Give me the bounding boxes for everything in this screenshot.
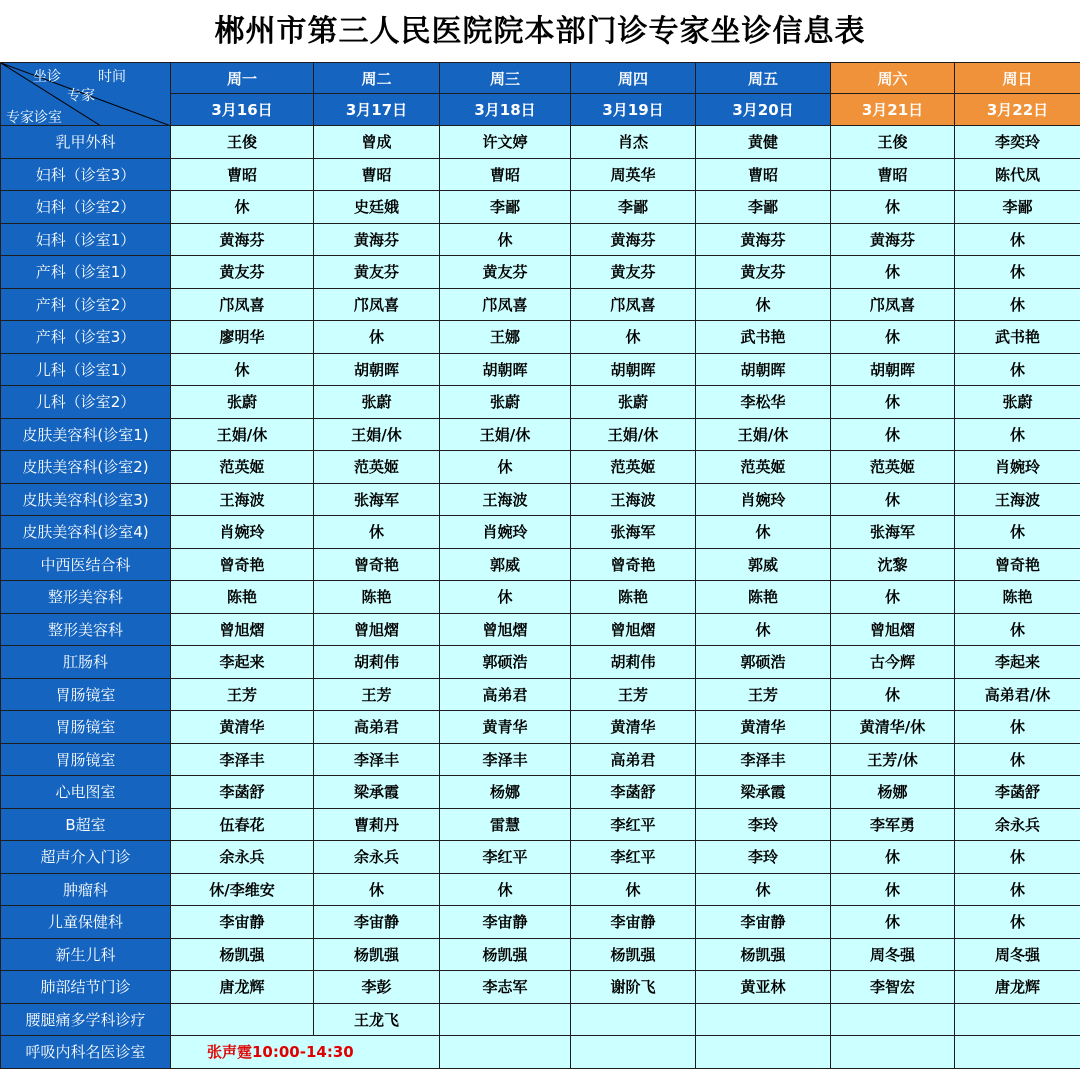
doctor-cell: 杨凯强 — [171, 938, 314, 971]
doctor-cell: 黄友芬 — [571, 256, 696, 289]
table-row — [1, 223, 1080, 256]
doctor-cell: 王芳 — [696, 678, 831, 711]
doctor-cell — [696, 1036, 831, 1069]
table-row — [1, 386, 1080, 419]
doctor-cell: 王芳 — [314, 678, 440, 711]
doctor-cell: 李志军 — [440, 971, 571, 1004]
doctor-cell: 黄友芬 — [696, 256, 831, 289]
weekend-header: 周日 — [955, 63, 1080, 94]
doctor-cell: 余永兵 — [314, 841, 440, 874]
weekend-date-header: 3月21日 — [831, 94, 955, 126]
doctor-cell: 杨娜 — [440, 776, 571, 809]
doctor-cell: 杨凯强 — [440, 938, 571, 971]
table-row — [1, 1036, 1080, 1069]
doctor-cell: 休 — [171, 353, 314, 386]
doctor-cell: 雷慧 — [440, 808, 571, 841]
doctor-cell: 张蔚 — [440, 386, 571, 419]
doctor-cell: 曾旭熠 — [314, 613, 440, 646]
doctor-cell: 休 — [831, 321, 955, 354]
doctor-cell: 黄清华 — [696, 711, 831, 744]
doctor-cell: 李红平 — [571, 808, 696, 841]
doctor-cell — [571, 1036, 696, 1069]
doctor-cell: 李智宏 — [831, 971, 955, 1004]
doctor-cell: 休 — [314, 321, 440, 354]
doctor-cell: 休 — [955, 256, 1080, 289]
doctor-cell: 休 — [955, 613, 1080, 646]
doctor-cell: 王芳 — [571, 678, 696, 711]
doctor-cell: 肖婉玲 — [440, 516, 571, 549]
doctor-cell: 李鄙 — [696, 191, 831, 224]
doctor-cell: 黄清华 — [571, 711, 696, 744]
doctor-cell: 杨凯强 — [314, 938, 440, 971]
department-cell: 肛肠科 — [1, 646, 171, 679]
doctor-cell: 曾旭熠 — [171, 613, 314, 646]
table-row — [1, 841, 1080, 874]
department-cell: 胃肠镜室 — [1, 743, 171, 776]
doctor-cell: 黄海芬 — [314, 223, 440, 256]
doctor-cell — [696, 1003, 831, 1036]
table-row — [1, 191, 1080, 224]
doctor-cell: 唐龙辉 — [955, 971, 1080, 1004]
doctor-cell: 李彭 — [314, 971, 440, 1004]
department-cell: 皮肤美容科(诊室1) — [1, 418, 171, 451]
table-row — [1, 158, 1080, 191]
doctor-cell: 李红平 — [440, 841, 571, 874]
doctor-cell — [955, 1036, 1080, 1069]
table-row — [1, 613, 1080, 646]
doctor-cell: 李红平 — [571, 841, 696, 874]
department-cell: 新生儿科 — [1, 938, 171, 971]
doctor-cell: 休 — [955, 516, 1080, 549]
doctor-cell: 曾旭熠 — [440, 613, 571, 646]
doctor-cell: 胡莉伟 — [571, 646, 696, 679]
doctor-cell: 黄海芬 — [171, 223, 314, 256]
department-cell: 皮肤美容科(诊室4) — [1, 516, 171, 549]
doctor-cell — [955, 1003, 1080, 1036]
doctor-cell: 李菡舒 — [171, 776, 314, 809]
doctor-cell: 张海军 — [314, 483, 440, 516]
department-cell: 中西医结合科 — [1, 548, 171, 581]
doctor-cell: 梁承霞 — [314, 776, 440, 809]
doctor-cell: 胡朝晖 — [696, 353, 831, 386]
table-row — [1, 971, 1080, 1004]
doctor-cell: 休 — [696, 613, 831, 646]
doctor-cell: 休 — [571, 873, 696, 906]
doctor-cell: 休 — [571, 321, 696, 354]
doctor-cell: 陈代凤 — [955, 158, 1080, 191]
department-cell: 整形美容科 — [1, 613, 171, 646]
doctor-cell: 胡朝晖 — [831, 353, 955, 386]
doctor-cell: 胡朝晖 — [440, 353, 571, 386]
doctor-cell: 高弟君/休 — [955, 678, 1080, 711]
doctor-cell: 李玲 — [696, 808, 831, 841]
doctor-cell: 曾旭熠 — [571, 613, 696, 646]
doctor-cell: 王娟/休 — [171, 418, 314, 451]
doctor-cell: 胡朝晖 — [314, 353, 440, 386]
weekend-date-header: 3月22日 — [955, 94, 1080, 126]
doctor-cell: 肖婉玲 — [171, 516, 314, 549]
doctor-cell: 休 — [831, 418, 955, 451]
doctor-cell: 张海军 — [831, 516, 955, 549]
doctor-cell: 休 — [831, 906, 955, 939]
doctor-cell: 谢阶飞 — [571, 971, 696, 1004]
corner-time-label: 时间 — [98, 66, 126, 86]
doctor-cell: 唐龙辉 — [171, 971, 314, 1004]
doctor-cell: 李宙静 — [171, 906, 314, 939]
date-header: 3月16日 — [171, 94, 314, 126]
doctor-cell: 休 — [955, 223, 1080, 256]
table-row — [1, 516, 1080, 549]
table-row — [1, 353, 1080, 386]
doctor-cell: 范英姬 — [831, 451, 955, 484]
doctor-cell: 休 — [831, 483, 955, 516]
doctor-cell: 郭威 — [696, 548, 831, 581]
doctor-cell: 曾奇艳 — [571, 548, 696, 581]
doctor-cell — [440, 1036, 571, 1069]
doctor-cell: 休 — [440, 873, 571, 906]
page-title: 郴州市第三人民医院院本部门诊专家坐诊信息表 — [0, 0, 1080, 64]
doctor-cell: 曾成 — [314, 126, 440, 159]
doctor-cell: 曹昭 — [440, 158, 571, 191]
doctor-cell: 张蔚 — [171, 386, 314, 419]
schedule-note: 张声霆10:00-14:30 — [171, 1036, 440, 1069]
doctor-cell: 范英姬 — [571, 451, 696, 484]
department-cell: B超室 — [1, 808, 171, 841]
weekend-header: 周六 — [831, 63, 955, 94]
table-row — [1, 711, 1080, 744]
department-cell: 产科（诊室2） — [1, 288, 171, 321]
table-row — [1, 808, 1080, 841]
doctor-cell: 黄清华 — [171, 711, 314, 744]
doctor-cell: 黄亚林 — [696, 971, 831, 1004]
department-cell: 超声介入门诊 — [1, 841, 171, 874]
doctor-cell: 休 — [831, 678, 955, 711]
doctor-cell: 邝凤喜 — [831, 288, 955, 321]
department-cell: 胃肠镜室 — [1, 678, 171, 711]
department-cell: 产科（诊室1） — [1, 256, 171, 289]
department-cell: 乳甲外科 — [1, 126, 171, 159]
doctor-cell: 黄友芬 — [314, 256, 440, 289]
doctor-cell: 邝凤喜 — [571, 288, 696, 321]
doctor-cell: 周冬强 — [831, 938, 955, 971]
doctor-cell: 王娟/休 — [440, 418, 571, 451]
doctor-cell: 李鄙 — [440, 191, 571, 224]
doctor-cell: 休 — [831, 841, 955, 874]
doctor-cell: 休 — [314, 873, 440, 906]
weekday-header: 周三 — [440, 63, 571, 94]
table-row — [1, 776, 1080, 809]
table-row — [1, 743, 1080, 776]
doctor-cell: 廖明华 — [171, 321, 314, 354]
doctor-cell: 高弟君 — [571, 743, 696, 776]
doctor-cell: 黄海芬 — [696, 223, 831, 256]
doctor-cell: 肖杰 — [571, 126, 696, 159]
doctor-cell: 李菡舒 — [571, 776, 696, 809]
doctor-cell: 胡朝晖 — [571, 353, 696, 386]
doctor-cell: 休 — [831, 256, 955, 289]
doctor-cell: 休/李维安 — [171, 873, 314, 906]
doctor-cell: 曾旭熠 — [831, 613, 955, 646]
department-cell: 产科（诊室3） — [1, 321, 171, 354]
doctor-cell: 黄健 — [696, 126, 831, 159]
schedule-table — [0, 62, 1080, 1069]
table-row — [1, 288, 1080, 321]
doctor-cell: 周英华 — [571, 158, 696, 191]
doctor-cell: 张海军 — [571, 516, 696, 549]
doctor-cell: 休 — [955, 841, 1080, 874]
doctor-cell: 史廷娥 — [314, 191, 440, 224]
doctor-cell: 李玲 — [696, 841, 831, 874]
doctor-cell: 休 — [955, 873, 1080, 906]
table-row — [1, 873, 1080, 906]
doctor-cell: 王俊 — [171, 126, 314, 159]
department-cell: 呼吸内科名医诊室 — [1, 1036, 171, 1069]
department-cell: 肿瘤科 — [1, 873, 171, 906]
doctor-cell: 王海波 — [440, 483, 571, 516]
doctor-cell: 休 — [314, 516, 440, 549]
table-row — [1, 483, 1080, 516]
department-cell: 儿科（诊室2） — [1, 386, 171, 419]
doctor-cell: 休 — [831, 386, 955, 419]
schedule-body — [1, 126, 1080, 1069]
doctor-cell: 沈黎 — [831, 548, 955, 581]
doctor-cell: 伍春花 — [171, 808, 314, 841]
date-header: 3月18日 — [440, 94, 571, 126]
doctor-cell: 休 — [955, 288, 1080, 321]
doctor-cell — [831, 1003, 955, 1036]
doctor-cell: 许文婷 — [440, 126, 571, 159]
doctor-cell: 李宙静 — [440, 906, 571, 939]
doctor-cell: 李军勇 — [831, 808, 955, 841]
department-cell: 皮肤美容科(诊室2) — [1, 451, 171, 484]
doctor-cell: 王俊 — [831, 126, 955, 159]
doctor-cell: 李鄙 — [955, 191, 1080, 224]
doctor-cell: 高弟君 — [440, 678, 571, 711]
doctor-cell: 陈艳 — [314, 581, 440, 614]
table-row — [1, 548, 1080, 581]
weekday-header: 周四 — [571, 63, 696, 94]
doctor-cell: 休 — [440, 451, 571, 484]
doctor-cell: 张蔚 — [955, 386, 1080, 419]
doctor-cell: 黄海芬 — [571, 223, 696, 256]
weekday-header: 周一 — [171, 63, 314, 94]
doctor-cell: 黄友芬 — [440, 256, 571, 289]
doctor-cell: 李起来 — [955, 646, 1080, 679]
doctor-cell: 王海波 — [171, 483, 314, 516]
department-cell: 皮肤美容科(诊室3) — [1, 483, 171, 516]
doctor-cell: 王芳 — [171, 678, 314, 711]
doctor-cell: 杨娜 — [831, 776, 955, 809]
header-row-weekdays — [1, 63, 1080, 94]
doctor-cell: 曹昭 — [696, 158, 831, 191]
doctor-cell: 郭硕浩 — [696, 646, 831, 679]
corner-room-label: 专家诊室 — [6, 107, 62, 126]
doctor-cell: 郭威 — [440, 548, 571, 581]
doctor-cell — [831, 1036, 955, 1069]
doctor-cell: 余永兵 — [171, 841, 314, 874]
table-row — [1, 1003, 1080, 1036]
department-cell: 肺部结节门诊 — [1, 971, 171, 1004]
doctor-cell — [440, 1003, 571, 1036]
corner-header — [1, 63, 171, 126]
doctor-cell: 陈艳 — [571, 581, 696, 614]
doctor-cell: 周冬强 — [955, 938, 1080, 971]
doctor-cell: 休 — [171, 191, 314, 224]
doctor-cell: 曾奇艳 — [955, 548, 1080, 581]
doctor-cell: 曹昭 — [831, 158, 955, 191]
doctor-cell: 曾奇艳 — [314, 548, 440, 581]
doctor-cell: 李菡舒 — [955, 776, 1080, 809]
date-header: 3月20日 — [696, 94, 831, 126]
doctor-cell: 王娟/休 — [571, 418, 696, 451]
doctor-cell: 曹昭 — [314, 158, 440, 191]
doctor-cell: 李泽丰 — [314, 743, 440, 776]
department-cell: 妇科（诊室1） — [1, 223, 171, 256]
doctor-cell: 胡莉伟 — [314, 646, 440, 679]
doctor-cell: 王娜 — [440, 321, 571, 354]
department-cell: 妇科（诊室3） — [1, 158, 171, 191]
doctor-cell: 李泽丰 — [696, 743, 831, 776]
doctor-cell: 李宙静 — [314, 906, 440, 939]
doctor-cell: 邝凤喜 — [171, 288, 314, 321]
doctor-cell: 休 — [955, 711, 1080, 744]
doctor-cell: 范英姬 — [171, 451, 314, 484]
doctor-cell: 王龙飞 — [314, 1003, 440, 1036]
doctor-cell: 休 — [696, 873, 831, 906]
table-row — [1, 581, 1080, 614]
doctor-cell: 范英姬 — [696, 451, 831, 484]
doctor-cell: 杨凯强 — [571, 938, 696, 971]
doctor-cell: 武书艳 — [955, 321, 1080, 354]
doctor-cell: 曹莉丹 — [314, 808, 440, 841]
table-row — [1, 321, 1080, 354]
department-cell: 儿童保健科 — [1, 906, 171, 939]
department-cell: 心电图室 — [1, 776, 171, 809]
table-row — [1, 451, 1080, 484]
department-cell: 胃肠镜室 — [1, 711, 171, 744]
table-row — [1, 938, 1080, 971]
doctor-cell: 曾奇艳 — [171, 548, 314, 581]
department-cell: 腰腿痛多学科诊疗 — [1, 1003, 171, 1036]
doctor-cell: 肖婉玲 — [955, 451, 1080, 484]
doctor-cell: 古今辉 — [831, 646, 955, 679]
doctor-cell: 休 — [696, 288, 831, 321]
doctor-cell: 李泽丰 — [171, 743, 314, 776]
doctor-cell: 黄清华/休 — [831, 711, 955, 744]
doctor-cell: 休 — [831, 581, 955, 614]
corner-sit-label: 坐诊 — [33, 66, 61, 86]
doctor-cell: 陈艳 — [171, 581, 314, 614]
table-row — [1, 678, 1080, 711]
doctor-cell: 休 — [955, 418, 1080, 451]
doctor-cell: 李宙静 — [571, 906, 696, 939]
doctor-cell — [571, 1003, 696, 1036]
department-cell: 儿科（诊室1） — [1, 353, 171, 386]
doctor-cell: 休 — [955, 906, 1080, 939]
doctor-cell — [171, 1003, 314, 1036]
doctor-cell: 高弟君 — [314, 711, 440, 744]
doctor-cell: 邝凤喜 — [314, 288, 440, 321]
doctor-cell: 曹昭 — [171, 158, 314, 191]
doctor-cell: 肖婉玲 — [696, 483, 831, 516]
doctor-cell: 黄海芬 — [831, 223, 955, 256]
doctor-cell: 王娟/休 — [314, 418, 440, 451]
date-header: 3月19日 — [571, 94, 696, 126]
doctor-cell: 休 — [696, 516, 831, 549]
doctor-cell: 黄青华 — [440, 711, 571, 744]
doctor-cell: 武书艳 — [696, 321, 831, 354]
doctor-cell: 李宙静 — [696, 906, 831, 939]
doctor-cell: 王海波 — [571, 483, 696, 516]
doctor-cell: 李起来 — [171, 646, 314, 679]
doctor-cell: 休 — [955, 743, 1080, 776]
doctor-cell: 邝凤喜 — [440, 288, 571, 321]
table-row — [1, 906, 1080, 939]
doctor-cell: 休 — [831, 191, 955, 224]
table-row — [1, 646, 1080, 679]
doctor-cell: 李泽丰 — [440, 743, 571, 776]
doctor-cell: 李鄙 — [571, 191, 696, 224]
doctor-cell: 张蔚 — [314, 386, 440, 419]
doctor-cell: 休 — [955, 353, 1080, 386]
corner-expert-label: 专家 — [67, 85, 95, 105]
doctor-cell: 王海波 — [955, 483, 1080, 516]
doctor-cell: 休 — [440, 581, 571, 614]
doctor-cell: 王芳/休 — [831, 743, 955, 776]
doctor-cell: 黄友芬 — [171, 256, 314, 289]
table-row — [1, 256, 1080, 289]
doctor-cell: 陈艳 — [696, 581, 831, 614]
doctor-cell: 李奕玲 — [955, 126, 1080, 159]
doctor-cell: 休 — [831, 873, 955, 906]
date-header: 3月17日 — [314, 94, 440, 126]
weekday-header: 周五 — [696, 63, 831, 94]
doctor-cell: 郭硕浩 — [440, 646, 571, 679]
doctor-cell: 杨凯强 — [696, 938, 831, 971]
table-row — [1, 126, 1080, 159]
doctor-cell: 王娟/休 — [696, 418, 831, 451]
department-cell: 整形美容科 — [1, 581, 171, 614]
table-row — [1, 418, 1080, 451]
doctor-cell: 李松华 — [696, 386, 831, 419]
doctor-cell: 梁承霞 — [696, 776, 831, 809]
doctor-cell: 范英姬 — [314, 451, 440, 484]
doctor-cell: 张蔚 — [571, 386, 696, 419]
weekday-header: 周二 — [314, 63, 440, 94]
doctor-cell: 休 — [440, 223, 571, 256]
doctor-cell: 余永兵 — [955, 808, 1080, 841]
doctor-cell: 陈艳 — [955, 581, 1080, 614]
department-cell: 妇科（诊室2） — [1, 191, 171, 224]
